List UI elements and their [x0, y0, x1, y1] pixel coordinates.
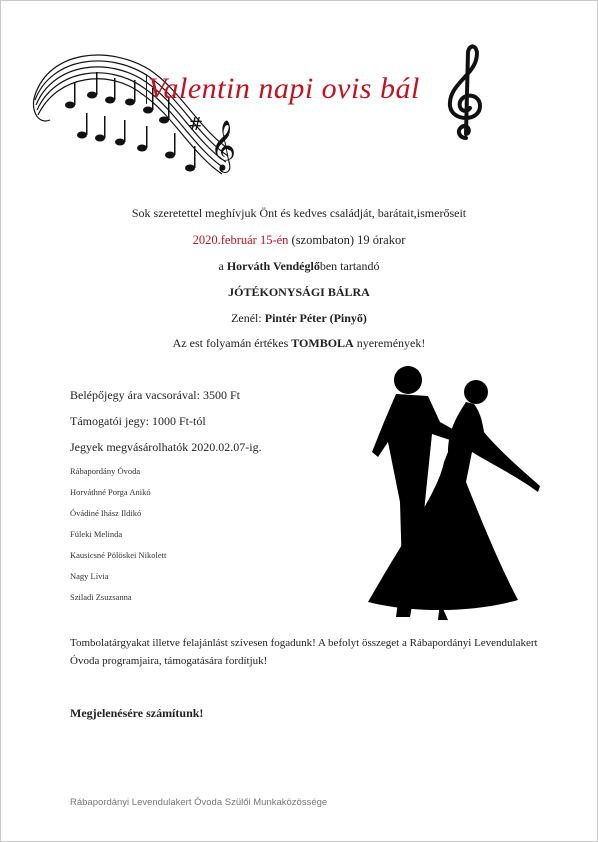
seller-item: Rábapordány Óvoda: [70, 466, 141, 476]
tombola-prefix: Az est folyamán értékes: [172, 336, 292, 350]
donation-note: Tombolatárgyakat illetve felajánlást szívesen fogadunk! A befolyt összeget a Rábapordányi Levendulakert Óvoda programjaira, támogatására fordítjuk!: [70, 637, 538, 667]
music-prefix: Zenél:: [231, 311, 265, 325]
dancing-couple-silhouette: [348, 362, 548, 622]
event-date: [40, 233, 558, 248]
seller-item: Kausicsné Pölöskei Nikolett: [70, 550, 167, 560]
page-title: Valentin napi ovis bál: [148, 72, 420, 105]
ticket-price-support: Támogatói jegy: 1000 Ft-tól: [70, 414, 206, 428]
event-date-time: (szombaton) 19 órakor: [288, 233, 406, 247]
closing-line: Megjelenésére számítunk!: [70, 706, 204, 720]
text-cursor: [146, 74, 147, 104]
event-venue: [40, 259, 558, 274]
invitation-line: Sok szeretettel meghívjuk Önt és kedves családját, barátait,ismerőseit: [131, 206, 467, 220]
venue-name: Horváth Vendéglő: [226, 259, 320, 273]
svg-text:𝄞: 𝄞: [210, 120, 237, 171]
tombola-word: TOMBOLA: [291, 336, 354, 350]
seller-item: Sziladi Zsuzsanna: [70, 592, 132, 602]
ticket-purchase-info: Jegyek megvásárolhatók 2020.02.07-ig.: [70, 440, 262, 454]
event-name: JÓTÉKONYSÁGI BÁLRA: [228, 285, 370, 299]
venue-suffix: ben tartandó: [319, 259, 380, 273]
music-line: [40, 311, 558, 326]
tombola-line: [40, 336, 558, 351]
venue-prefix: a: [218, 259, 227, 273]
svg-text:#: #: [188, 114, 204, 135]
treble-clef-icon: [440, 42, 490, 142]
seller-item: Óvádiné Ihász Ildikó: [70, 508, 142, 518]
seller-item: Horváthné Porga Anikó: [70, 487, 151, 497]
ticket-price-dinner: Belépőjegy ára vacsorával: 3500 Ft: [70, 388, 240, 402]
musician-name: Pintér Péter (Pinyő): [264, 311, 367, 325]
organizer-signature: Rábapordányi Levendulakert Óvoda Szülői Munkaközössége: [70, 797, 328, 808]
tombola-suffix: nyeremények!: [353, 336, 426, 350]
seller-item: Nagy Lívia: [70, 571, 109, 581]
seller-item: Füleki Melinda: [70, 529, 123, 539]
event-date-highlight: 2020.február 15-én: [192, 233, 289, 247]
music-staff-decoration: [30, 40, 245, 200]
